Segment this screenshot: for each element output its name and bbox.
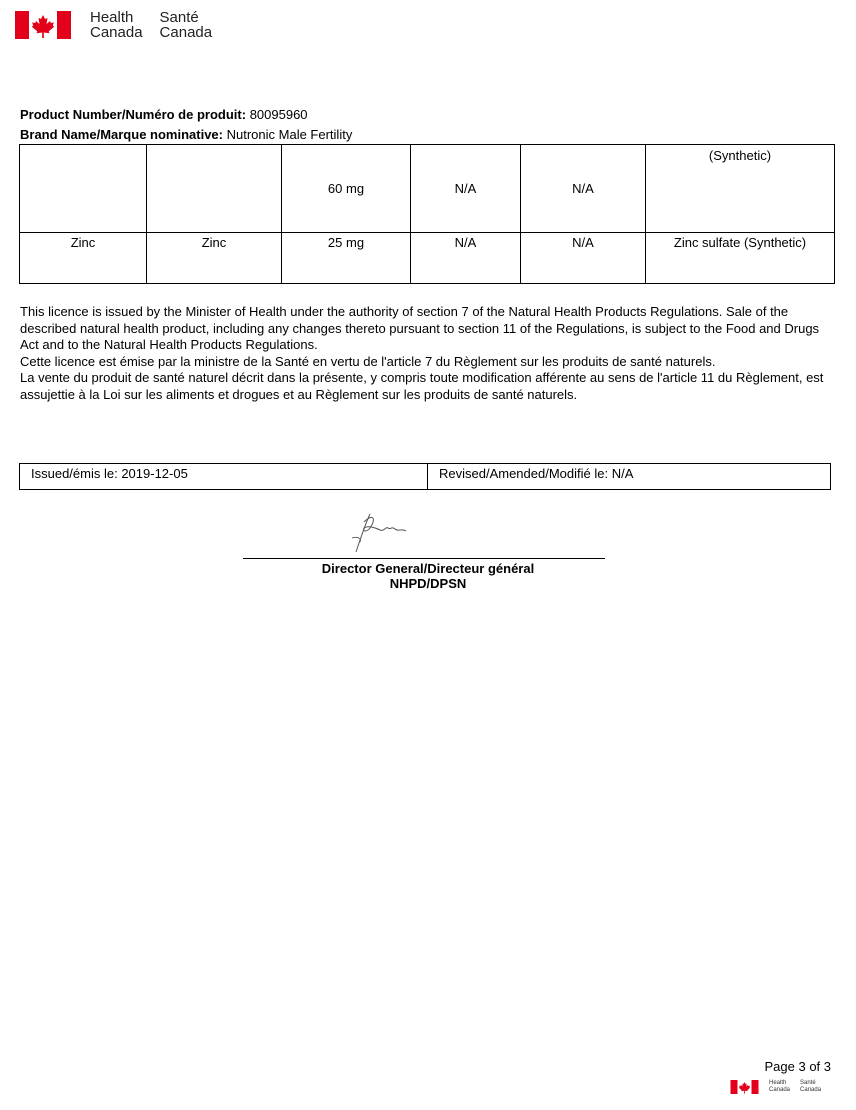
licence-text-en: This licence is issued by the Minister of Health under the authority of section 7 of the Natural Health Products Regulations. Sale of the described natural health product, including any changes thereto pursuant to section 11 of the Regulations, is subject to the Food and Drugs Act and to the Natural Health Products Regulations. (20, 304, 820, 353)
table-cell: 25 mg (282, 233, 411, 284)
table-cell: Zinc sulfate (Synthetic) (646, 233, 835, 284)
table-row (20, 145, 835, 233)
brand-name-label: Brand Name/Marque nominative: (20, 127, 223, 142)
signatory-title: Director General/Directeur général (321, 561, 535, 576)
table-cell (147, 145, 282, 233)
footer-logo-canada-fr-text: Canada (800, 1086, 822, 1093)
product-number-label: Product Number/Numéro de produit: (20, 107, 247, 122)
table-cell: (Synthetic) (646, 145, 835, 233)
table-cell: N/A (521, 145, 646, 233)
table-cell: N/A (411, 145, 521, 233)
logo-health-text: Health (90, 9, 134, 26)
product-number (20, 107, 308, 123)
logo-canada-fr-text: Canada (159, 24, 213, 41)
canada-flag-icon (15, 11, 71, 39)
handwritten-signature (340, 508, 430, 558)
footer-logo (730, 1080, 821, 1094)
health-canada-logo (15, 11, 212, 40)
logo-sante-text: Santé (159, 9, 199, 26)
table-cell: Zinc (20, 233, 147, 284)
table-cell: N/A (411, 233, 521, 284)
issued-date: Issued/émis le: 2019-12-05 (31, 466, 188, 481)
brand-name-value: Nutronic Male Fertility (226, 127, 353, 142)
footer-logo-canada-text: Canada (769, 1086, 791, 1093)
licence-text (20, 304, 835, 404)
table-cell (20, 145, 147, 233)
signature-line (243, 558, 605, 559)
footer-logo-sante-text: Santé (800, 1080, 816, 1086)
page-number: Page 3 of 3 (764, 1059, 831, 1074)
table-row (20, 233, 835, 284)
canada-flag-icon (730, 1080, 759, 1094)
table-cell: N/A (521, 233, 646, 284)
footer-logo-health-text: Health (769, 1080, 787, 1086)
licence-text-fr-1: Cette licence est émise par la ministre de la Santé en vertu de l'article 7 du Règlement sur les produits de santé naturels. (20, 353, 716, 369)
table-cell: Zinc (147, 233, 282, 284)
logo-canada-text: Canada (90, 24, 143, 41)
brand-name (20, 127, 352, 143)
dates-box (19, 463, 831, 490)
revised-date: Revised/Amended/Modifié le: N/A (439, 466, 634, 481)
ingredients-table (19, 144, 835, 284)
table-cell: 60 mg (282, 145, 411, 233)
licence-text-fr-2: La vente du produit de santé naturel décrit dans la présente, y compris toute modification afférente au sens de l'article 11 du Règlement, est assujettie à la Loi sur les aliments et drogues et au Règlement sur les produits de santé naturels. (20, 370, 824, 402)
signatory-org: NHPD/DPSN (389, 576, 467, 591)
product-number-value: 80095960 (249, 107, 308, 122)
